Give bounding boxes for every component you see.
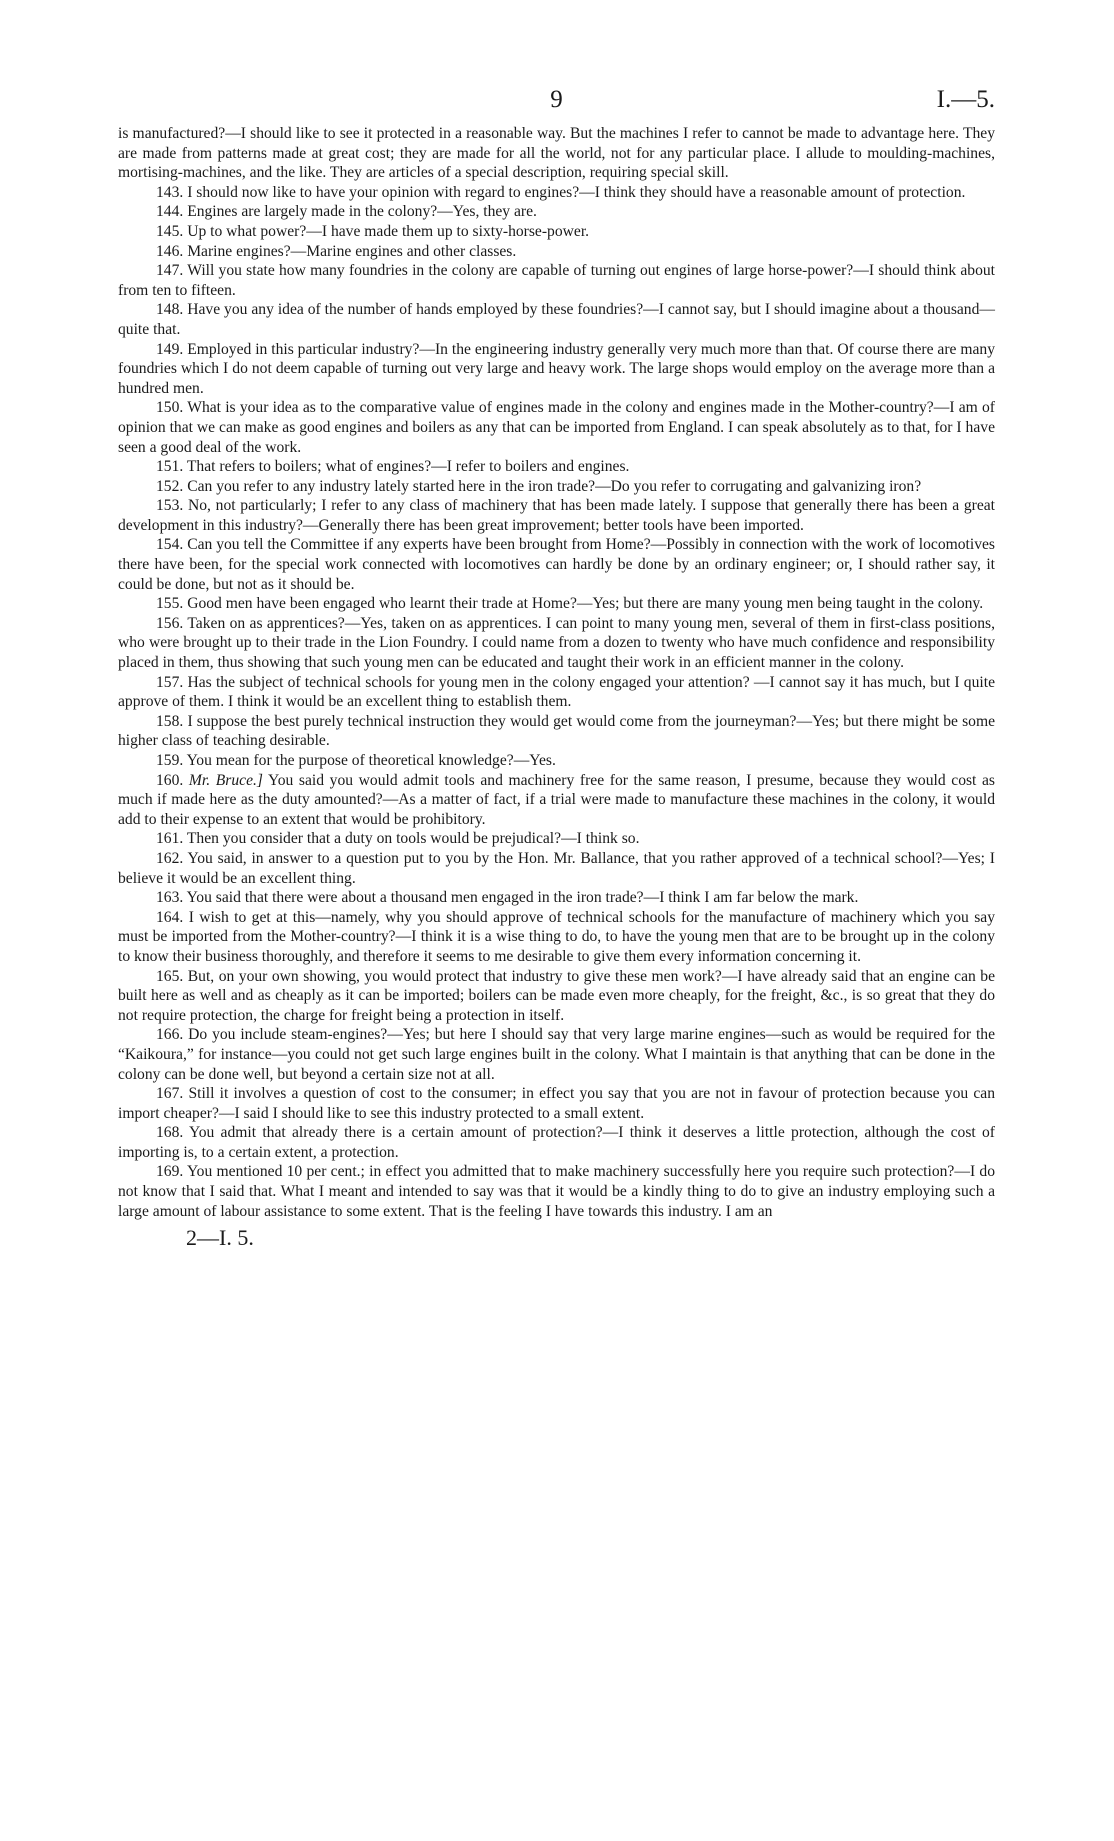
question-148: 148. Have you any idea of the number of hands employed by these foundries?—I cannot say, but I should imagine about a thousand—quite that.: [118, 301, 995, 338]
question-143: 143. I should now like to have your opinion with regard to engines?—I think they should have a reasonable amount of protection.: [156, 183, 966, 201]
question-162: 162. You said, in answer to a question put to you by the Hon. Mr. Ballance, that you rather approved of a technical school?—Yes; I believe it would be an excellent thing.: [118, 849, 995, 887]
question-168: 168. You admit that already there is a certain amount of protection?—I think it deserves a little protection, although the cost of importing is, to a certain extent, a protection.: [118, 1124, 995, 1161]
page-header: [118, 80, 995, 124]
question-161: 161. Then you consider that a duty on tools would be prejudical?—I think so.: [156, 830, 640, 848]
question-160-number: 160.: [156, 771, 184, 789]
question-149: 149. Employed in this particular industry?—In the engineering industry generally very much more than that. Of course there are many foundries which I do not deem capable of turning out very large and heavy work. The large shops would employ on the average more than a hundred men.: [118, 340, 995, 397]
question-153: 153. No, not particularly; I refer to any class of machinery that has been made lately. I suppose that generally there has been a great development in this industry?—Generally there has been great improvement; better tools have been imported.: [118, 497, 995, 534]
question-160: [118, 771, 995, 830]
question-169: 169. You mentioned 10 per cent.; in effect you admitted that to make machinery successfully here you require such protection?—I do not know that I said that. What I meant and intended to say was that it would be a kindly thing to do to give an industry employing such a large amount of labour assistance to some extent. That is the feeling I have towards this industry. I am an: [118, 1163, 995, 1220]
question-167: 167. Still it involves a question of cost to the consumer; in effect you say that you are not in favour of protection because you can import cheaper?—I said I should like to see this industry protected to a small extent.: [118, 1085, 995, 1122]
question-158: 158. I suppose the best purely technical instruction they would get would come from the journeyman?—Yes; but there might be some higher class of teaching desirable.: [118, 712, 995, 750]
question-151: 151. That refers to boilers; what of engines?—I refer to boilers and engines.: [156, 458, 630, 476]
question-150: 150. What is your idea as to the comparative value of engines made in the colony and engines made in the Mother-country?—I am of opinion that we can make as good engines and boilers as any that can be imported from England. I can speak absolutely as to that, for I have seen a good deal of the work.: [118, 399, 995, 456]
question-157: 157. Has the subject of technical schools for young men in the colony engaged your attention? —I cannot say it has much, but I quite approve of them. I think it would be an excellent thing to establish them.: [118, 673, 995, 711]
question-164: 164. I wish to get at this—namely, why you should approve of technical schools for the manufacture of machinery which you say must be imported from the Mother-country?—I think it is a wise thing to do, to have the young men that are to be brought up in the colony to know their business thoroughly, and therefore it seems to me desirable to give them every information concerning it.: [118, 908, 995, 965]
speaker-name: Mr. Bruce.]: [188, 771, 263, 789]
question-144: 144. Engines are largely made in the colony?—Yes, they are.: [156, 203, 537, 221]
question-154: 154. Can you tell the Committee if any experts have been brought from Home?—Possibly in connection with the work of locomotives there have been, for the special work connected with locomotives can hardly be done by an ordinary engineer; or, I should rather say, it could be done, but not as it should be.: [118, 536, 995, 593]
question-147: 147. Will you state how many foundries in the colony are capable of turning out engines of large horse-power?—I should think about from ten to fifteen.: [118, 262, 995, 299]
evidence-body: [118, 124, 995, 1221]
question-159: 159. You mean for the purpose of theoretical knowledge?—Yes.: [156, 752, 556, 769]
question-165: 165. But, on your own showing, you would protect that industry to give these men work?—I have already said that an engine can be built here as well and as cheaply as it can be imported; boilers can be made even more cheaply, for the freight, &c., is so great that they do not require protection, the charge for freight being a protection in itself.: [118, 967, 995, 1024]
question-166: 166. Do you include steam-engines?—Yes; but here I should say that very large marine engines—such as would be required for the “Kaikoura,” for instance—you could not get such large engines built in the colony. What I maintain is that anything that can be done in the colony can be done well, but beyond a certain size not at all.: [118, 1026, 995, 1083]
question-146: 146. Marine engines?—Marine engines and other classes.: [156, 242, 517, 260]
paragraph-continued: is manufactured?—I should like to see it protected in a reasonable way. But the machines I refer to cannot be made to advantage here. They are made from patterns made at great cost; they are made for all the world, not for any particular place. I allude to moulding-machines, mortising-machines, and the like. They are articles of a special description, requiring special skill.: [118, 125, 995, 182]
printer-signature: 2—I. 5.: [186, 1225, 254, 1251]
question-156: 156. Taken on as apprentices?—Yes, taken on as apprentices. I can point to many young men, several of them in first-class positions, who were brought up to their trade in the Lion Foundry. I could name from a dozen to twenty who have much confidence and responsibility placed in them, thus showing that such young men can be educated and taught their work in an efficient manner in the colony.: [118, 614, 995, 672]
question-163: 163. You said that there were about a thousand men engaged in the iron trade?—I think I am far below the mark.: [156, 889, 859, 907]
page-number: 9: [550, 86, 563, 113]
question-152: 152. Can you refer to any industry lately started here in the iron trade?—Do you refer to corrugating and galvanizing iron?: [156, 477, 922, 495]
document-page: [118, 80, 995, 1251]
question-160-text: You said you would admit tools and machinery free for the same reason, I presume, because they would cost as much if made here as the duty amounted?—As a matter of fact, if a trial were made to manufacture these machines in the colony, it would add to their expense to an extent that would be prohibitory.: [118, 771, 995, 828]
question-145: 145. Up to what power?—I have made them up to sixty-horse-power.: [156, 222, 590, 240]
question-155: 155. Good men have been engaged who learnt their trade at Home?—Yes; but there are many young men being taught in the colony.: [156, 595, 984, 613]
paper-reference: I.—5.: [936, 86, 995, 113]
